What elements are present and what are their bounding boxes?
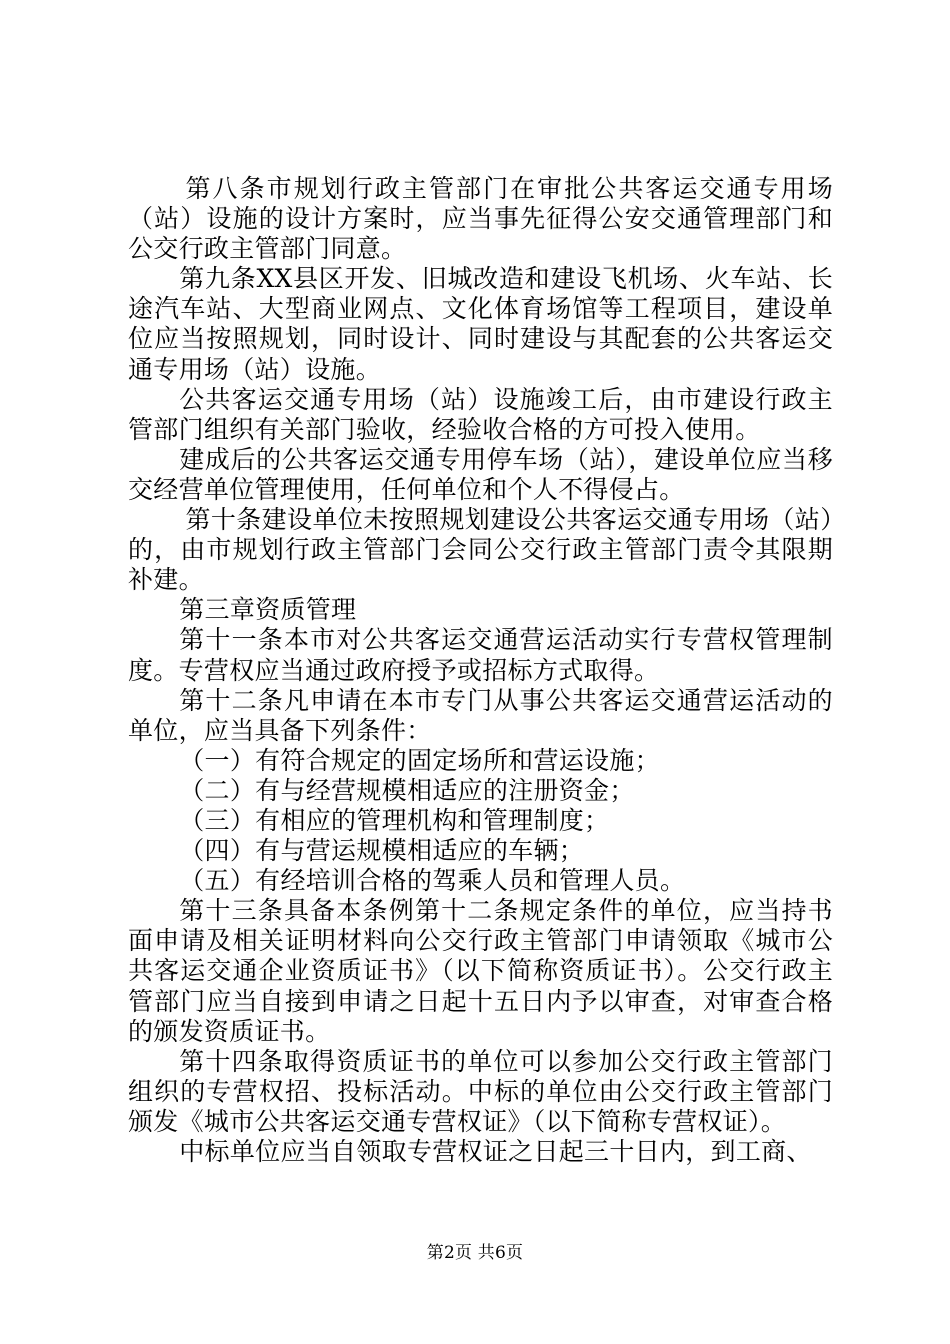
chapter-heading: 第三章资质管理 — [179, 595, 357, 625]
paragraph-acceptance: 公共客运交通专用场（站）设施竣工后，由市建设行政主管部门组织有关部门验收，经验收合格的方可投入使用。 — [128, 384, 833, 444]
paragraph-article-10: 第十条建设单位未按照规划建设公共客运交通专用场（站）的，由市规划行政主管部门会同公交行政主管部门责令其限期补建。 — [128, 505, 833, 595]
paragraph-article-9: 第九条XX县区开发、旧城改造和建设飞机场、火车站、长途汽车站、大型商业网点、文化体育场馆等工程项目，建设单位应当按照规划，同时设计、同时建设与其配套的公共客运交通专用场（站）设施。 — [128, 264, 833, 384]
paragraph-handover: 建成后的公共客运交通专用停车场（站），建设单位应当移交经营单位管理使用，任何单位和个人不得侵占。 — [128, 444, 833, 504]
document-body — [128, 174, 833, 1167]
paragraph-article-14: 第十四条取得资质证书的单位可以参加公交行政主管部门组织的专营权招、投标活动。中标的单位由公交行政主管部门颁发《城市公共客运交通专营权证》（以下简称专营权证）。 — [128, 1046, 833, 1136]
list-item-condition-2: （二）有与经营规模相适应的注册资金； — [179, 775, 635, 805]
list-item-condition-5: （五）有经培训合格的驾乘人员和管理人员。 — [179, 866, 686, 896]
paragraph-article-11: 第十一条本市对公共客运交通营运活动实行专营权管理制度。专营权应当通过政府授予或招标方式取得。 — [128, 625, 833, 685]
list-item-condition-3: （三）有相应的管理机构和管理制度； — [179, 805, 610, 835]
paragraph-winning-bidder: 中标单位应当自领取专营权证之日起三十日内，到工商、 — [179, 1137, 812, 1166]
paragraph-article-13: 第十三条具备本条例第十二条规定条件的单位，应当持书面申请及相关证明材料向公交行政主管部门申请领取《城市公共客运交通企业资质证书》（以下简称资质证书）。公交行政主管部门应当自接到申请之日起十五日内予以审查，对审查合格的颁发资质证书。 — [128, 896, 833, 1046]
list-item-condition-4: （四）有与营运规模相适应的车辆； — [179, 836, 585, 866]
paragraph-article-12: 第十二条凡申请在本市专门从事公共客运交通营运活动的单位，应当具备下列条件： — [128, 685, 833, 745]
page-number-footer: 第2页 共6页 — [426, 1243, 524, 1263]
list-item-condition-1: （一）有符合规定的固定场所和营运设施； — [179, 745, 660, 775]
paragraph-article-8: 第八条市规划行政主管部门在审批公共客运交通专用场（站）设施的设计方案时，应当事先征得公安交通管理部门和公交行政主管部门同意。 — [128, 174, 833, 264]
